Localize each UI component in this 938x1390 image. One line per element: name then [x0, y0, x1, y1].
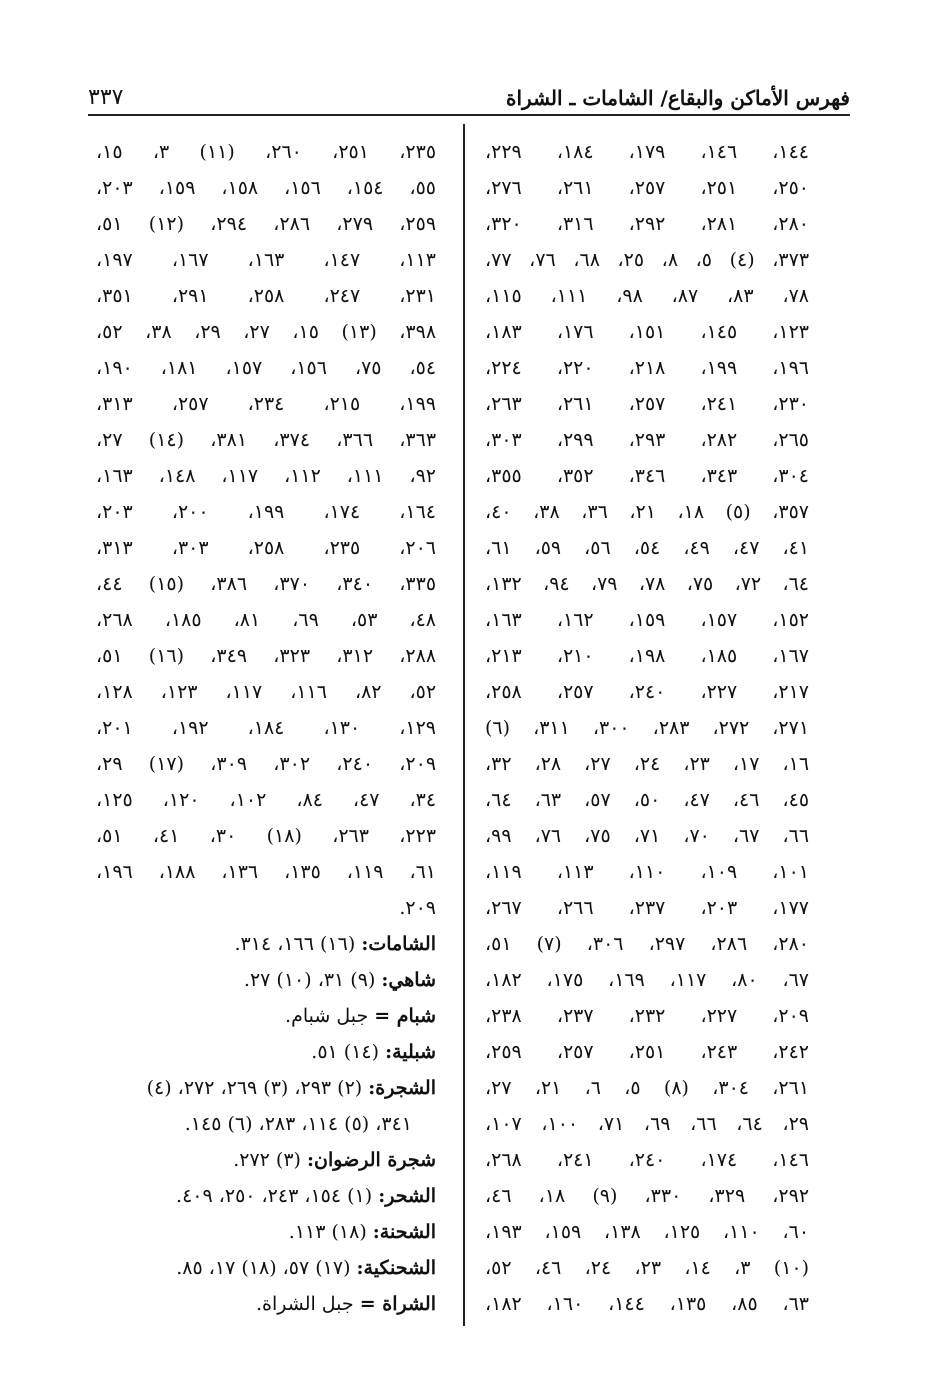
index-line: ٣٣٥، ٣٤٠، ٣٧٠، ٣٨٦، (١٥) ٤٤،	[96, 573, 437, 595]
entry-refs: جبل الشراة.	[255, 1293, 354, 1315]
index-entry	[96, 1286, 436, 1322]
index-line: ٢٦١، ٣٠٤، (٨) ٥، ٦، ٢١، ٢٧،	[485, 1077, 810, 1099]
entry-term: شبام =	[374, 1005, 436, 1027]
running-title: فهرس الأماكن والبقاع/ الشامات ـ الشراة	[506, 86, 850, 110]
page-header	[88, 66, 850, 116]
entry-refs: (١٤) ٥١.	[311, 1041, 380, 1063]
index-entry	[96, 1034, 436, 1070]
index-line-end: ٢٠٩.	[399, 897, 436, 919]
index-line: ٢٨٠، ٢٨٦، ٢٩٧، ٣٠٦، (٧) ٥١،	[485, 933, 809, 955]
index-line: ٢٠٦، ٢٣٥، ٢٥٨، ٣٠٣، ٣١٣،	[96, 537, 437, 559]
index-entry	[96, 1142, 436, 1178]
index-entry	[96, 1178, 436, 1214]
index-line: ٦٣، ٨٥، ١٣٥، ١٤٤، ١٦٠، ١٨٢،	[485, 1293, 810, 1315]
left-column	[96, 134, 436, 1322]
index-line: ٣٦٣، ٣٦٦، ٣٧٤، ٣٨١، (١٤) ٢٧،	[96, 429, 437, 451]
index-line: ٦٤، ٧٢، ٧٥، ٧٨، ٧٩، ٩٤، ١٣٢،	[485, 573, 810, 595]
entry-refs: جبل شبام.	[285, 1005, 369, 1027]
index-line: ٢٩٢، ٣٢٩، ٣٣٠، (٩) ١٨، ٤٦،	[485, 1185, 810, 1207]
index-line: ١١٣، ١٤٧، ١٦٣، ١٦٧، ١٩٧،	[96, 249, 437, 271]
entry-term: شجرة الرضوان:	[307, 1149, 436, 1171]
right-column	[485, 134, 809, 1322]
index-line: ٢٧١، ٢٧٢، ٢٨٣، ٣٠٠، ٣١١، (٦)	[485, 717, 810, 739]
index-entry	[96, 962, 436, 998]
index-line: ٣٤، ٤٧، ٨٤، ١٠٢، ١٢٠، ١٢٥،	[96, 789, 437, 811]
entry-continuation: ٣٤١، (٥) ١١٤، ٢٨٣، (٦) ١٤٥.	[184, 1113, 412, 1135]
entry-term: شبلية:	[385, 1041, 436, 1063]
index-entry	[96, 1070, 436, 1106]
entry-term: الشامات:	[361, 933, 436, 955]
index-entry	[96, 1214, 436, 1250]
index-line: ٣٩٨، (١٣) ١٥، ٢٧، ٢٩، ٣٨، ٥٢،	[96, 321, 437, 343]
index-line: ٤١، ٤٧، ٤٩، ٥٤، ٥٦، ٥٩، ٦١،	[485, 537, 810, 559]
index-line: ١٤٤، ١٤٦، ١٧٩، ١٨٤، ٢٢٩،	[485, 141, 810, 163]
index-entry	[96, 1250, 436, 1286]
index-line: ١٦٤، ١٧٤، ١٩٩، ٢٠٠، ٢٠٣،	[96, 501, 437, 523]
index-line: ٢٢٣، ٢٦٣، (١٨) ٣٠، ٤١، ٥١،	[96, 825, 437, 847]
index-line: ٢١٧، ٢٢٧، ٢٤٠، ٢٥٧، ٢٥٨،	[485, 681, 810, 703]
index-line: ٧٨، ٨٣، ٨٧، ٩٨، ١١١، ١١٥،	[485, 285, 809, 307]
index-line: ٢٣١، ٢٤٧، ٢٥٨، ٢٩١، ٣٥١،	[96, 285, 437, 307]
index-line: ٦٧، ٨٠، ١١٧، ١٦٩، ١٧٥، ١٨٢،	[485, 969, 810, 991]
index-line: ٢٥٩، ٢٧٩، ٢٨٦، ٢٩٤، (١٢) ٥١،	[96, 213, 437, 235]
entry-term: الشحنكية:	[356, 1257, 436, 1279]
index-line: ٢٥٠، ٢٥١، ٢٥٧، ٢٦١، ٢٧٦،	[485, 177, 810, 199]
index-line: ٤٨، ٥٣، ٦٩، ٨١، ١٨٥، ٢٦٨،	[96, 609, 437, 631]
index-line: ٤٥، ٤٦، ٤٧، ٥٠، ٥٧، ٦٣، ٦٤،	[485, 789, 810, 811]
entry-term: الشراة =	[359, 1293, 436, 1315]
index-line: ١٢٩، ١٣٠، ١٨٤، ١٩٢، ٢٠١،	[96, 717, 437, 739]
entry-term: الشحنة:	[372, 1221, 436, 1243]
index-line: ٣٠٤، ٣٤٣، ٣٤٦، ٣٥٢، ٣٥٥،	[485, 465, 810, 487]
index-line: ٢٣٠، ٢٤١، ٢٥٧، ٢٦١، ٢٦٣،	[485, 393, 810, 415]
index-line: ٣٥٧، (٥) ١٨، ٢١، ٣٦، ٣٨، ٤٠،	[485, 501, 810, 523]
entry-term: الشحر:	[378, 1185, 436, 1207]
entry-refs: (١٦) ١٦٦، ٣١٤.	[234, 933, 356, 955]
entry-term: شاهي:	[381, 969, 436, 991]
index-line: ٣٧٣، (٤) ٥، ٨، ٢٥، ٦٨، ٧٦، ٧٧،	[485, 249, 810, 271]
index-line: ٦٠، ١١٠، ١٢٥، ١٣٨، ١٥٩، ١٩٣،	[485, 1221, 810, 1243]
index-entry	[96, 926, 436, 962]
index-line: ٢٠٩، ٢٢٧، ٢٣٢، ٢٣٧، ٢٣٨،	[485, 1005, 810, 1027]
entry-refs: (١٧) ٥٧، (١٨) ١٧، ٨٥.	[176, 1257, 351, 1279]
index-line: ١٥٢، ١٥٧، ١٥٩، ١٦٢، ١٦٣،	[485, 609, 810, 631]
index-line: ١٤٦، ١٧٤، ٢٤٠، ٢٤١، ٢٦٨،	[485, 1149, 810, 1171]
entry-term: الشجرة:	[368, 1077, 436, 1099]
index-line: ٢٨٨، ٣١٢، ٣٢٣، ٣٤٩، (١٦) ٥١،	[96, 645, 437, 667]
entry-refs: (١) ١٥٤، ٢٤٣، ٢٥٠، ٤٠٩.	[176, 1185, 373, 1207]
index-line: ١٧٧، ٢٠٣، ٢٣٧، ٢٦٦، ٢٦٧،	[485, 897, 810, 919]
index-line: ١٩٦، ١٩٩، ٢١٨، ٢٢٠، ٢٢٤،	[485, 357, 810, 379]
index-line: ٢٩، ٦٤، ٦٦، ٦٩، ٧١، ١٠٠، ١٠٧،	[485, 1113, 809, 1135]
index-line: ٢٤٢، ٢٤٣، ٢٥١، ٢٥٧، ٢٥٩،	[485, 1041, 810, 1063]
index-line: ١٩٩، ٢١٥، ٢٣٤، ٢٥٧، ٣١٣،	[96, 393, 437, 415]
index-line: ٦٦، ٦٧، ٧٠، ٧١، ٧٥، ٧٦، ٩٩،	[485, 825, 810, 847]
index-line: ٢٠٩، ٢٤٠، ٣٠٢، ٣٠٩، (١٧) ٢٩،	[96, 753, 437, 775]
index-line: ٩٢، ١١١، ١١٢، ١١٧، ١٤٨، ١٦٣،	[96, 465, 436, 487]
entry-refs: (٩) ٣١، (١٠) ٢٧.	[243, 969, 376, 991]
index-line: ١٢٣، ١٤٥، ١٥١، ١٧٦، ١٨٣،	[485, 321, 810, 343]
entry-refs: (٢) ٢٩٣، (٣) ٢٦٩، ٢٧٢، (٤)	[146, 1077, 363, 1099]
entry-refs: (١٨) ١١٣.	[288, 1221, 367, 1243]
index-line: ١٦، ١٧، ٢٣، ٢٤، ٢٧، ٢٨، ٣٢،	[485, 753, 810, 775]
index-entry	[96, 998, 436, 1034]
index-line: ٢٦٥، ٢٨٢، ٢٩٣، ٢٩٩، ٣٠٣،	[485, 429, 810, 451]
index-line: ٥٤، ٧٥، ١٥٦، ١٥٧، ١٨١، ١٩٠،	[96, 357, 437, 379]
column-divider	[463, 124, 465, 1326]
index-line: ٢٣٥، ٢٥١، ٢٦٠، (١١) ٣، ١٥،	[96, 141, 437, 163]
index-line: ٥٢، ٨٢، ١١٦، ١١٧، ١٢٣، ١٢٨،	[96, 681, 437, 703]
index-line: (١٠) ٣، ١٤، ٢٣، ٢٤، ٤٦، ٥٢،	[485, 1257, 810, 1279]
index-line: ٢٨٠، ٢٨١، ٢٩٢، ٣١٦، ٣٢٠،	[485, 213, 810, 235]
index-line: ٥٥، ١٥٤، ١٥٦، ١٥٨، ١٥٩، ٢٠٣،	[96, 177, 436, 199]
entry-refs: (٣) ٢٧٢.	[233, 1149, 301, 1171]
page-number: ٣٣٧	[88, 85, 124, 110]
index-line: ٦١، ١١٩، ١٣٥، ١٣٦، ١٨٨، ١٩٦،	[96, 861, 436, 883]
index-line: ١٦٧، ١٨٥، ١٩٨، ٢١٠، ٢١٣،	[485, 645, 810, 667]
index-line: ١٠١، ١٠٩، ١١٠، ١١٣، ١١٩،	[485, 861, 810, 883]
